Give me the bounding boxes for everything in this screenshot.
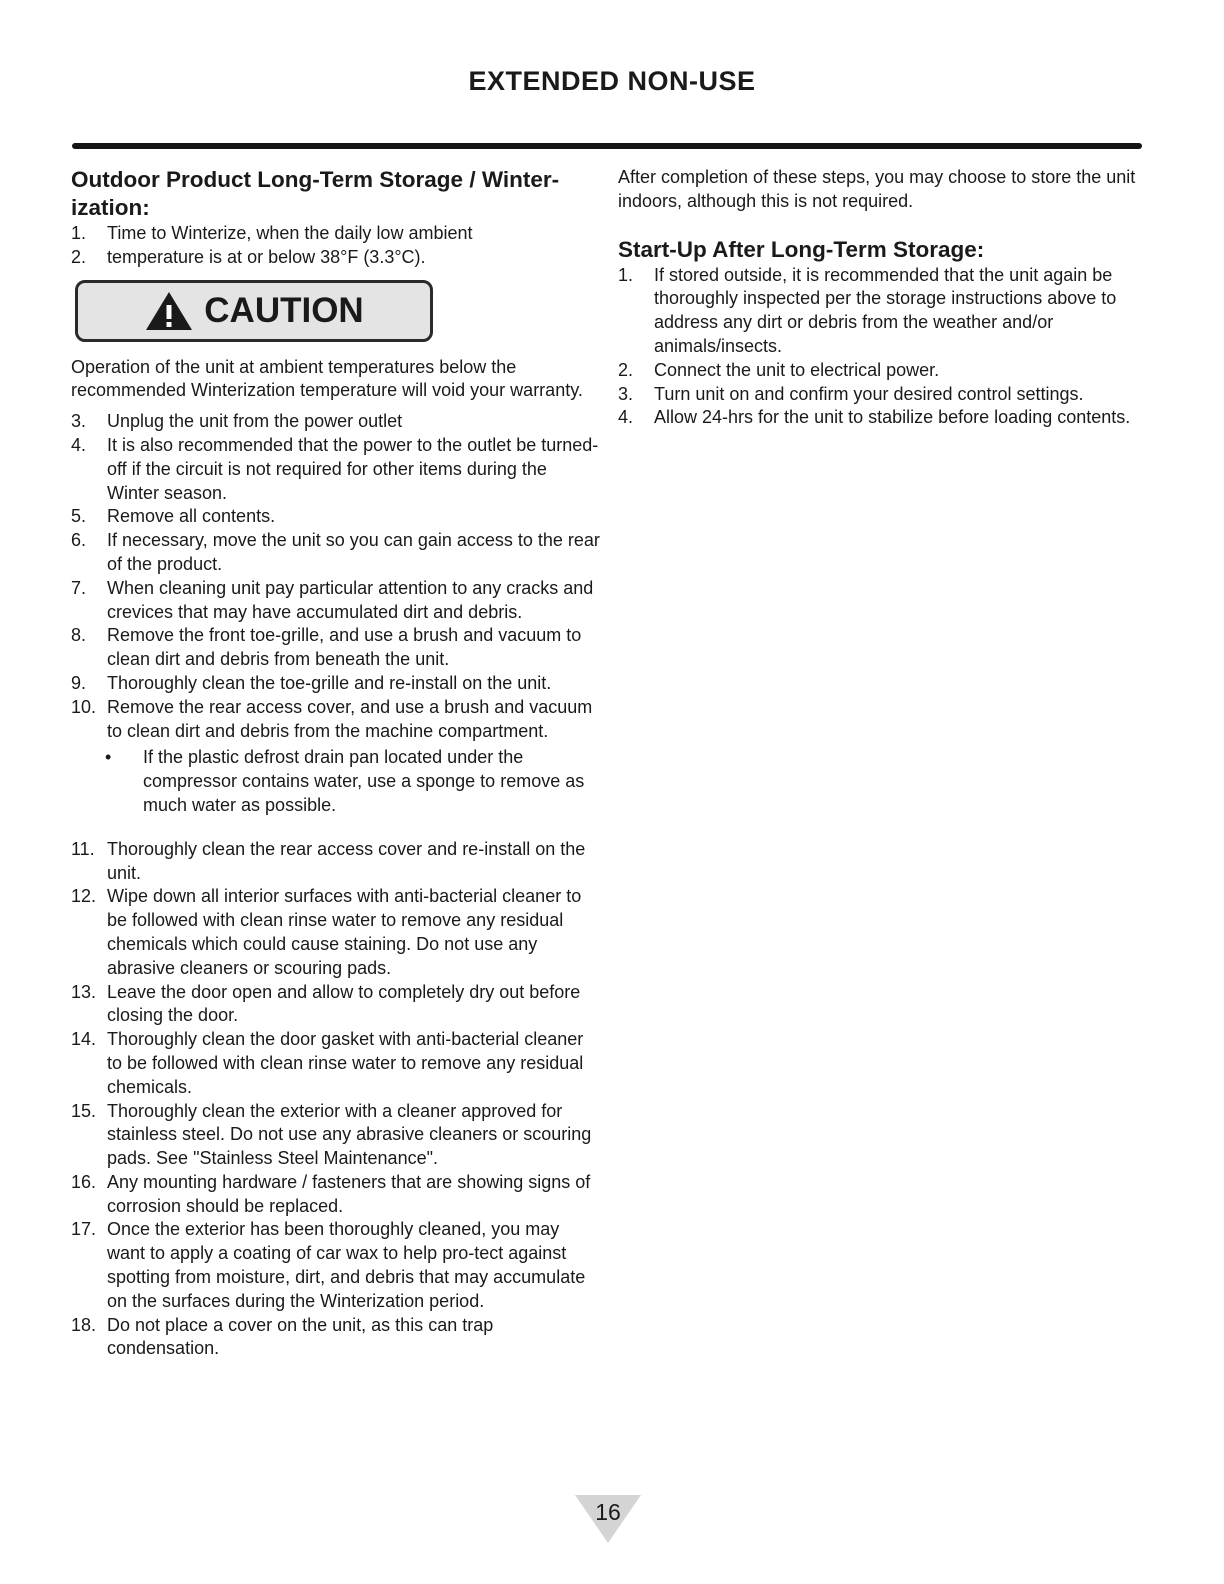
page-number: 16 [595,1499,621,1525]
list-item [71,1171,601,1219]
item-number: 9. [71,672,87,693]
list-item [71,1028,601,1099]
item-text: It is also recommended that the power to the outlet be turned-off if the circuit is not required for other items during the Winter season. [107,434,599,503]
item-number: 5. [71,506,87,527]
title-divider [72,143,1142,149]
item-number: 4. [71,434,87,455]
list-item [71,696,601,744]
storage-note: After completion of these steps, you may choose to store the unit indoors, although this is not required. [618,167,1136,211]
sub-bullet-list [71,746,601,817]
sub-bullet-item [71,746,601,817]
item-text: Thoroughly clean the exterior with a cleaner approved for stainless steel. Do not use any abrasive cleaners or scouring pads. See "Stainless Steel Maintenance". [107,1100,592,1169]
item-text: Time to Winterize, when the daily low ambient [107,223,473,243]
list-item [71,624,601,672]
list-item [618,264,1148,359]
list-item [71,1314,601,1362]
list-item [618,406,1148,430]
item-text: Allow 24-hrs for the unit to stabilize before loading contents. [654,407,1131,428]
item-number: 3. [618,383,634,404]
item-text: Remove the front toe-grille, and use a brush and vacuum to clean dirt and debris from beneath the unit. [107,625,582,670]
item-number: 15. [71,1100,97,1121]
item-number: 2. [618,359,634,380]
item-number: 7. [71,577,87,598]
caution-text: Operation of the unit at ambient temperatures below the recommended Winterization temperature will void your warranty. [71,356,583,401]
list-item [618,383,1148,407]
list-item [71,505,601,529]
item-number: 16. [71,1171,97,1192]
item-text: If necessary, move the unit so you can gain access to the rear of the product. [107,530,600,574]
item-number: 8. [71,625,87,646]
item-text: Remove all contents. [107,506,276,527]
item-text: Thoroughly clean the door gasket with anti-bacterial cleaner to be followed with clean rinse water to remove any residual chemicals. [107,1029,584,1097]
item-number: 14. [71,1029,97,1050]
bullet-icon: • [105,747,112,768]
intro-list [71,222,601,270]
list-item [71,577,601,625]
sub-bullet-text: If the plastic defrost drain pan located under the compressor contains water, use a sponge to remove as much water as possible. [143,747,585,815]
winterization-steps [71,410,601,743]
item-number: 13. [71,981,97,1002]
item-number: 6. [71,530,87,551]
item-text: Unplug the unit from the power outlet [107,411,403,432]
item-text: Do not place a cover on the unit, as this can trap condensation. [107,1314,494,1359]
list-item [71,529,601,577]
item-number: 11. [71,838,95,859]
left-column [71,166,601,1361]
item-number: 1. [71,223,87,243]
page-number-marker [575,1495,641,1543]
winterization-heading: Outdoor Product Long-Term Storage / Winter-ization: [71,167,560,220]
item-text: Thoroughly clean the rear access cover and re-install on the unit. [107,838,586,883]
item-number: 12. [71,886,97,907]
item-text: When cleaning unit pay particular attention to any cracks and crevices that may have accumulated dirt and debris. [107,577,594,622]
list-item [71,434,601,505]
list-item [71,838,601,886]
warning-icon [144,290,194,332]
list-item [71,410,601,434]
list-item [71,222,601,246]
item-text: Turn unit on and confirm your desired control settings. [654,383,1084,404]
list-item [71,885,601,980]
item-text: Wipe down all interior surfaces with anti-bacterial cleaner to be followed with clean rinse water to remove any residual chemicals which could cause staining. Do not use any abrasive cleaners or scouring pads. [107,886,582,978]
list-item [71,672,601,696]
item-text: Remove the rear access cover, and use a brush and vacuum to clean dirt and debris from the machine compartment. [107,696,593,741]
item-text: If stored outside, it is recommended that the unit again be thoroughly inspected per the storage instructions above to address any dirt or debris from the weather and/or animals/insects. [654,264,1117,356]
caution-box [75,280,433,342]
item-number: 2. [71,246,87,267]
page-title: EXTENDED NON-USE [468,66,756,96]
item-text: Connect the unit to electrical power. [654,359,940,380]
item-text: Thoroughly clean the toe-grille and re-install on the unit. [107,672,552,693]
list-item [71,1218,601,1313]
startup-steps [618,264,1148,431]
item-number: 1. [618,264,634,285]
item-number: 18. [71,1314,97,1335]
item-number: 3. [71,411,87,432]
item-number: 17. [71,1219,97,1240]
item-text: Leave the door open and allow to completely dry out before closing the door. [107,981,581,1026]
list-item [71,1100,601,1171]
list-item [618,359,1148,383]
list-item [71,246,601,270]
item-text: Any mounting hardware / fasteners that are showing signs of corrosion should be replaced. [107,1171,591,1216]
startup-heading: Start-Up After Long-Term Storage: [618,236,985,262]
list-item [71,981,601,1029]
item-text: temperature is at or below 38°F (3.3°C). [107,246,426,267]
item-number: 10. [71,696,97,717]
winterization-steps-continued [71,838,601,1362]
item-text: Once the exterior has been thoroughly cleaned, you may want to apply a coating of car wax to help pro-tect against spotting from moisture, dirt, and debris that may accumulate on the surfaces during the Winterization period. [107,1219,586,1311]
caution-label: CAUTION [204,290,364,330]
item-number: 4. [618,407,634,428]
right-column [618,166,1148,430]
